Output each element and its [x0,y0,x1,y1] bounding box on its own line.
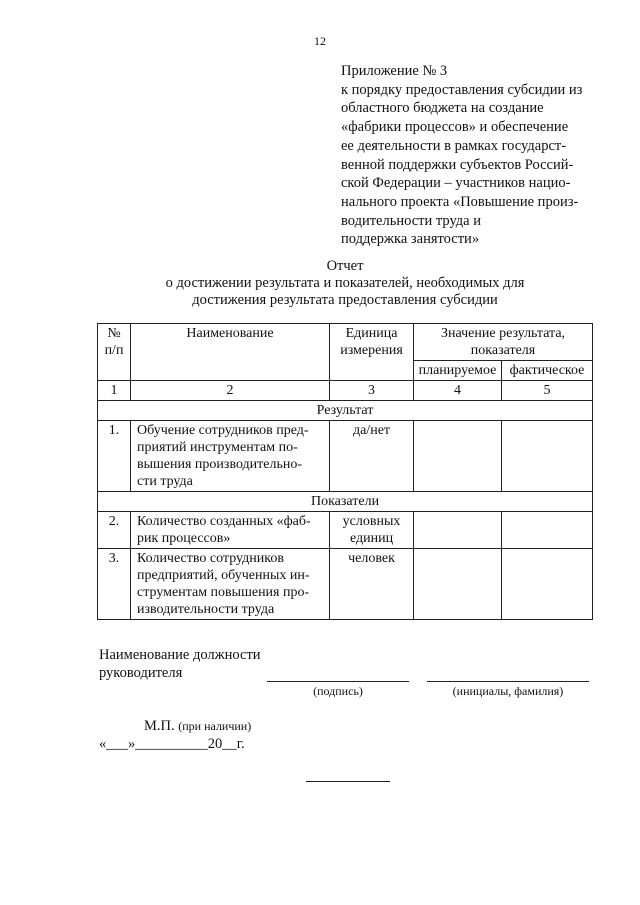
signature-caption: (подпись) [313,684,363,698]
header-unit-line2: измерения [340,343,403,358]
row-name-line: струментам повышения про- [137,585,310,600]
header-unit [330,324,414,381]
row-unit-line: человек [348,551,395,566]
appendix-line: водительности труда и [341,212,481,229]
report-title: Отчет [326,258,364,274]
section-row-result [98,401,593,421]
row-name [131,549,330,620]
row-planned-value [414,549,502,620]
row-actual-value [502,549,593,620]
row-name-line: вышения производительно- [137,457,303,472]
col-number: 5 [502,381,593,401]
row-planned-value [414,512,502,549]
header-num-line2: п/п [104,343,124,358]
row-name-line: Обучение сотрудников пред- [137,423,309,438]
header-actual: фактическое [502,361,593,381]
col-number: 3 [330,381,414,401]
row-unit [330,549,414,620]
section-result: Результат [98,401,593,421]
row-name-line: сти труда [137,474,193,489]
page-number: 12 [314,34,326,48]
row-name-line: приятий инструментам по- [137,440,298,455]
position-label-line1: Наименование должности [99,647,261,663]
header-num-line1: № [107,326,121,341]
row-name-line: предприятий, обученных ин- [137,568,310,583]
row-unit-line: да/нет [352,423,391,438]
section-row-indicators [98,492,593,512]
bottom-separator [306,781,390,782]
column-number-row [98,381,593,401]
row-planned-value [414,421,502,492]
row-actual-value [502,421,593,492]
row-name-line: изводительности труда [137,602,275,617]
table-row [98,549,593,620]
appendix-block [341,62,621,249]
header-value-line1: Значение результата, [440,326,566,341]
date-line: «___»__________20__г. [99,736,245,752]
stamp-note: (при наличии) [178,719,252,733]
position-label-line2: руководителя [99,665,183,681]
row-num: 3. [98,549,131,620]
report-subtitle-line2: достижения результата предоставления субсидии [192,292,498,308]
section-indicators: Показатели [98,492,593,512]
appendix-line: ской Федерации – участников нацио- [341,175,571,192]
col-number: 1 [98,381,131,401]
signature-line [267,681,409,682]
row-name-line: рик процессов» [137,531,231,546]
row-unit [330,421,414,492]
row-unit-line: единиц [349,531,394,546]
row-name-line: Количество созданных «фаб- [137,514,311,529]
header-value [414,324,593,361]
row-name [131,512,330,549]
appendix-line: нального проекта «Повышение произ- [341,193,579,210]
header-planned: планируемое [414,361,502,381]
report-table [97,323,593,620]
row-num: 2. [98,512,131,549]
appendix-line: венной поддержки субъектов Россий- [341,156,574,173]
initials-caption: (инициалы, фамилия) [452,684,564,698]
appendix-line: «фабрики процессов» и обеспечение [341,119,569,136]
row-num: 1. [98,421,131,492]
row-name-line: Количество сотрудников [137,551,284,566]
row-name [131,421,330,492]
appendix-line: поддержка занятости» [341,231,480,248]
table-row [98,421,593,492]
header-value-line2: показателя [470,343,536,358]
row-actual-value [502,512,593,549]
col-number: 2 [131,381,330,401]
report-subtitle-line1: о достижении результата и показателей, необходимых для [165,275,525,291]
stamp-label: М.П. [144,718,175,734]
appendix-line: Приложение № 3 [341,63,448,79]
stamp-block [144,717,251,736]
appendix-line: областного бюджета на создание [341,100,544,117]
row-unit [330,512,414,549]
table-header-row [98,324,593,361]
appendix-line: ее деятельности в рамках государст- [341,137,567,154]
appendix-line: к порядку предоставления субсидии из [341,81,583,98]
header-name: Наименование [131,324,330,381]
header-unit-line1: Единица [345,326,398,341]
col-number: 4 [414,381,502,401]
table-row [98,512,593,549]
row-unit-line: условных [342,514,401,529]
initials-line [427,681,589,682]
header-num [98,324,131,381]
